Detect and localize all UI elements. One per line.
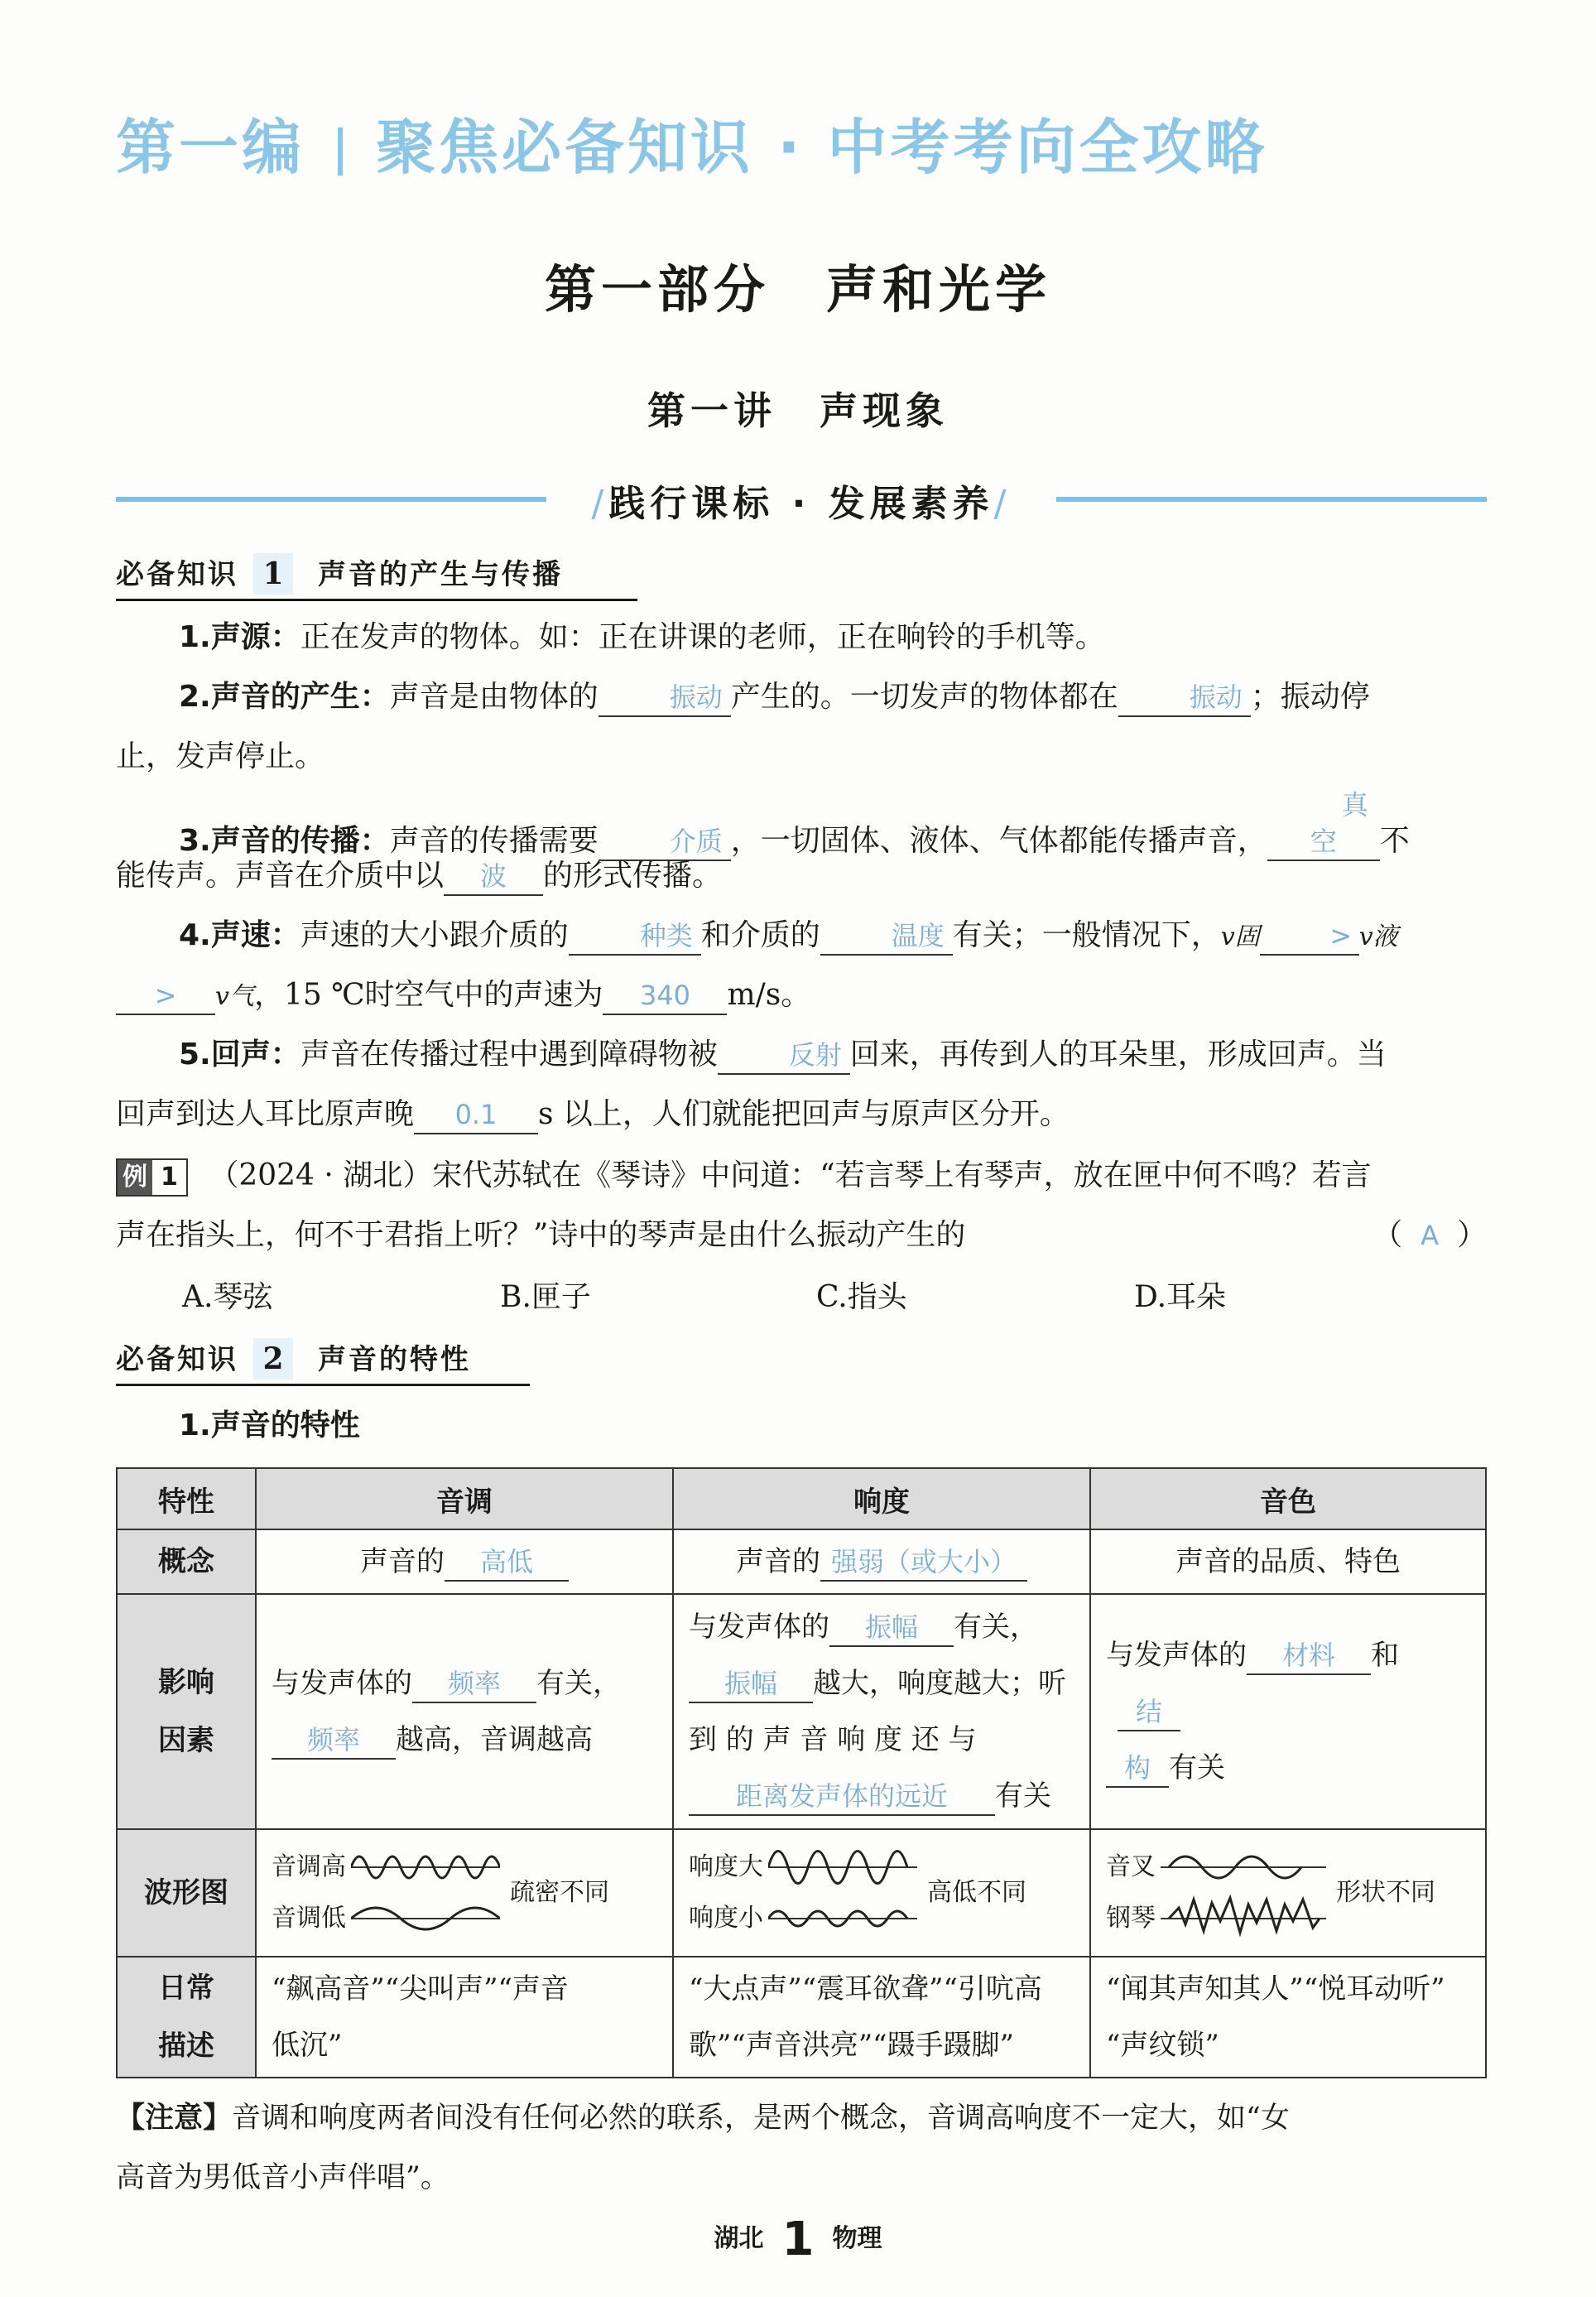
daily-label-1: 日常 xyxy=(158,1972,214,2005)
cell-factor-pitch xyxy=(256,1594,673,1829)
p2-answer-2: 振动 xyxy=(1118,679,1251,717)
p1-head: 1.声源： xyxy=(179,620,300,654)
p2-text-2: 产生的。一切发声的物体都在 xyxy=(730,680,1118,714)
p5-text-4: s 以上，人们就能把回声与原声区分开。 xyxy=(538,1097,1070,1131)
paragraph-sound-production xyxy=(116,667,1487,727)
daily-loud-1: “大点声”“震耳欲聋”“引吭高 xyxy=(689,1972,1042,2006)
p4-text-2: 和介质的 xyxy=(700,918,820,952)
wave-tuning-fork-label: 音叉 xyxy=(1106,1852,1156,1881)
row-label-daily xyxy=(117,1957,256,2078)
example-answer-bracket xyxy=(1372,1206,1487,1265)
cell-factor-timbre xyxy=(1090,1594,1486,1829)
p4-answer-2: 温度 xyxy=(820,917,953,956)
p5-text-3: 回声到达人耳比原声晚 xyxy=(116,1097,415,1131)
cell-concept-pitch xyxy=(256,1529,673,1594)
daily-timbre-1: “闻其声知其人”“悦耳动听” xyxy=(1106,1972,1445,2006)
wave-loud-high-label: 响度大 xyxy=(689,1852,763,1881)
cell-wave-timbre xyxy=(1090,1829,1486,1957)
p3-text-2: ，一切固体、液体、气体都能传播声音， xyxy=(730,824,1267,858)
paragraph-sound-production-cont xyxy=(116,727,1487,787)
p3-text-1: 声音的传播需要 xyxy=(389,824,598,858)
note-head: 【注意】 xyxy=(116,2102,233,2135)
section-bar xyxy=(116,472,1487,530)
footer-region: 湖北 xyxy=(714,2224,764,2253)
daily-pitch-1: “飙高音”“尖叫声”“声音 xyxy=(272,1972,569,2006)
wave-pitch-high-label: 音调高 xyxy=(272,1852,346,1881)
table-header-row xyxy=(117,1468,1486,1529)
p2-answer-1: 振动 xyxy=(598,679,731,717)
option-a: A.琴弦 xyxy=(182,1280,273,1314)
table-row-waveform xyxy=(117,1829,1486,1957)
footer-page-number: 1 xyxy=(781,2213,815,2266)
v-solid-symbol: v固 xyxy=(1220,922,1260,951)
option-d: D.耳朵 xyxy=(1134,1280,1227,1314)
row-label-factor xyxy=(117,1594,256,1829)
factor-loud-a2: 振幅 xyxy=(689,1665,813,1703)
wave-timbre-desc: 形状不同 xyxy=(1336,1878,1435,1907)
kp1-label: 必备知识 xyxy=(116,558,238,591)
p4-text-3: 有关；一般情况下， xyxy=(952,918,1221,952)
example-1 xyxy=(116,1146,1487,1206)
knowledge-point-2-heading xyxy=(116,1336,471,1386)
v-gas-symbol: v气 xyxy=(215,982,254,1011)
factor-timbre-a2b: 构 xyxy=(1106,1750,1169,1788)
wave-piano-label: 钢琴 xyxy=(1106,1904,1156,1933)
p2-text-3: ；振动停 xyxy=(1250,680,1370,714)
factor-label-2: 因素 xyxy=(158,1724,214,1757)
part-title: 第一部分 声和光学 xyxy=(544,259,1051,320)
kp1-underline xyxy=(116,599,637,601)
p5-head: 5.回声： xyxy=(179,1038,300,1071)
p4-answer-5: 340 xyxy=(603,977,727,1015)
table-row-concept xyxy=(117,1529,1486,1594)
factor-label-1: 影响 xyxy=(158,1666,214,1699)
p3-answer-3: 波 xyxy=(444,858,543,896)
factor-loud-t4: 到 的 声 音 响 度 还 与 xyxy=(689,1723,977,1756)
example-tag-label: 例 xyxy=(118,1160,152,1195)
cell-daily-loudness xyxy=(673,1957,1090,2078)
sound-characteristics-table xyxy=(116,1467,1487,2078)
p3-answer-2: 真空 xyxy=(1267,787,1380,861)
p1-text: 正在发声的物体。如：正在讲课的老师，正在响铃的手机等。 xyxy=(300,620,1105,654)
knowledge-point-1-heading xyxy=(116,551,563,601)
series-banner xyxy=(116,99,1268,185)
factor-loud-t2: 有关， xyxy=(954,1611,1038,1644)
factor-loud-t3: 越大，响度越大；听 xyxy=(813,1667,1066,1700)
cell-daily-timbre xyxy=(1090,1957,1486,2078)
option-c: C.指头 xyxy=(816,1280,907,1314)
timbre-waveform-diagram xyxy=(1161,1842,1326,1944)
page-footer xyxy=(0,2213,1596,2266)
p2-text-4: 止，发声停止。 xyxy=(116,739,325,773)
header-characteristic: 特性 xyxy=(117,1468,256,1529)
note-text-2: 高音为男低音小声伴唱”。 xyxy=(116,2161,449,2194)
footer-subject: 物理 xyxy=(832,2224,882,2253)
header-loudness: 响度 xyxy=(673,1468,1090,1529)
p4-answer-4: > xyxy=(116,977,215,1015)
p2-text-1: 声音是由物体的 xyxy=(389,680,598,714)
cell-wave-loudness xyxy=(673,1829,1090,1957)
kp1-number: 1 xyxy=(253,553,293,595)
example-answer: A xyxy=(1421,1220,1439,1251)
factor-pitch-t3: 越高，音调越高 xyxy=(396,1723,593,1756)
p4-text-4: ，15 ℃时空气中的声速为 xyxy=(253,978,603,1012)
v-liquid-symbol: v液 xyxy=(1358,922,1398,951)
table-row-daily xyxy=(117,1957,1486,2078)
kp2-label: 必备知识 xyxy=(116,1343,238,1376)
factor-loud-t1: 与发声体的 xyxy=(689,1611,829,1644)
concept-loud-text: 声音的 xyxy=(736,1545,820,1578)
example-tag-number: 1 xyxy=(161,1163,178,1192)
example-text-2: 声在指头上，何不于君指上听？”诗中的琴声是由什么振动产生的 xyxy=(116,1218,966,1252)
factor-pitch-t1: 与发声体的 xyxy=(272,1667,412,1700)
wave-pitch-low-label: 音调低 xyxy=(272,1904,346,1933)
concept-pitch-text: 声音的 xyxy=(360,1545,445,1578)
section-bar-line-left xyxy=(116,497,546,502)
factor-loud-t5: 有关 xyxy=(995,1779,1051,1813)
p4-answer-3: > xyxy=(1260,917,1359,956)
factor-timbre-a1: 材料 xyxy=(1247,1637,1371,1675)
p5-answer-2: 0.1 xyxy=(414,1096,538,1134)
paragraph-sound-speed xyxy=(116,906,1487,967)
daily-label-2: 描述 xyxy=(158,2030,214,2063)
cell-factor-loudness xyxy=(673,1594,1090,1829)
sub1-title: 1.声音的特性 xyxy=(179,1409,360,1442)
factor-timbre-t1: 与发声体的 xyxy=(1106,1639,1247,1672)
paragraph-sound-source xyxy=(116,608,1487,667)
option-b: B.匣子 xyxy=(500,1280,591,1314)
kp2-underline xyxy=(116,1384,530,1386)
factor-timbre-t3: 有关 xyxy=(1169,1751,1225,1784)
p3-answer-1: 介质 xyxy=(598,823,731,861)
header-pitch: 音调 xyxy=(256,1468,673,1529)
section-bar-line-right xyxy=(1056,497,1487,502)
note-text-1: 音调和响度两者间没有任何必然的联系，是两个概念，音调高响度不一定大，如“女 xyxy=(232,2102,1290,2135)
cell-concept-loudness xyxy=(673,1529,1090,1594)
factor-pitch-t2: 有关， xyxy=(536,1667,621,1700)
table-row-factor xyxy=(117,1594,1486,1829)
kp1-title: 声音的产生与传播 xyxy=(318,558,563,591)
paragraph-sound-speed-cont xyxy=(116,966,1487,1027)
banner-divider xyxy=(338,128,343,176)
p4-head: 4.声速： xyxy=(179,918,300,952)
section-bar-title: /践行课标 · 发展素养/ xyxy=(591,483,1012,525)
daily-pitch-2: 低沉” xyxy=(272,2029,343,2062)
row-label-waveform: 波形图 xyxy=(117,1829,256,1957)
p3-text-5: 的形式传播。 xyxy=(543,859,723,893)
example-text-1: （2024 · 湖北）宋代苏轼在《琴诗》中问道：“若言琴上有琴声，放在匣中何不鸣？若言 xyxy=(209,1158,1372,1192)
note-box xyxy=(116,2088,1487,2208)
wave-pitch-desc: 疏密不同 xyxy=(510,1878,609,1907)
p2-head: 2.声音的产生： xyxy=(179,680,390,714)
banner-left: 第一编 xyxy=(116,113,305,182)
bracket-left: （ xyxy=(1372,1218,1403,1252)
wave-loud-desc: 高低不同 xyxy=(927,1878,1026,1907)
p4-text-5: m/s。 xyxy=(727,978,811,1012)
concept-loud-answer: 强弱（或大小） xyxy=(820,1543,1027,1582)
banner-right: 聚焦必备知识 · 中考考向全攻略 xyxy=(376,113,1268,182)
lecture-title: 第一讲 声现象 xyxy=(647,388,949,433)
daily-loud-2: 歌”“声音洪亮”“蹑手蹑脚” xyxy=(689,2029,1014,2062)
p3-head: 3.声音的传播： xyxy=(179,824,390,858)
wave-loud-low-label: 响度小 xyxy=(689,1904,763,1933)
kp2-title: 声音的特性 xyxy=(318,1343,471,1376)
cell-concept-timbre: 声音的品质、特色 xyxy=(1090,1529,1486,1594)
kp2-number: 2 xyxy=(253,1338,293,1380)
cell-wave-pitch xyxy=(256,1829,673,1957)
factor-timbre-t2: 和 xyxy=(1371,1639,1399,1672)
paragraph-echo-cont xyxy=(116,1085,1487,1144)
p5-text-2: 回来，再传到人的耳朵里，形成回声。当 xyxy=(849,1038,1387,1071)
factor-pitch-a2: 频率 xyxy=(272,1722,396,1760)
daily-timbre-2: “声纹锁” xyxy=(1106,2029,1219,2062)
example-1-cont xyxy=(116,1206,1487,1265)
header-timbre: 音色 xyxy=(1090,1468,1486,1529)
section-bar-label: 践行课标 · 发展素养 xyxy=(608,483,994,525)
factor-pitch-a1: 频率 xyxy=(412,1665,536,1703)
p5-text-1: 声音在传播过程中遇到障碍物被 xyxy=(300,1038,718,1071)
example-tag xyxy=(116,1158,188,1197)
p4-answer-1: 种类 xyxy=(569,917,701,956)
factor-loud-a1: 振幅 xyxy=(829,1609,954,1647)
paragraph-sound-propagation-cont xyxy=(116,846,1487,906)
bracket-right: ） xyxy=(1456,1218,1487,1252)
concept-pitch-answer: 高低 xyxy=(445,1543,569,1582)
p3-text-4: 能传声。声音在介质中以 xyxy=(116,859,445,893)
p3-text-3: 不 xyxy=(1379,824,1410,858)
loudness-waveform-diagram xyxy=(768,1842,917,1944)
p5-answer-1: 反射 xyxy=(718,1037,850,1075)
pitch-waveform-diagram xyxy=(351,1842,500,1944)
factor-loud-a3: 距离发声体的远近 xyxy=(689,1778,995,1816)
paragraph-echo xyxy=(116,1025,1487,1085)
p4-text-1: 声速的大小跟介质的 xyxy=(300,918,569,952)
row-label-concept: 概念 xyxy=(117,1529,256,1594)
factor-timbre-a2a: 结 xyxy=(1118,1693,1180,1731)
cell-daily-pitch xyxy=(256,1957,673,2078)
subheading-sound-characteristics xyxy=(116,1396,1487,1456)
